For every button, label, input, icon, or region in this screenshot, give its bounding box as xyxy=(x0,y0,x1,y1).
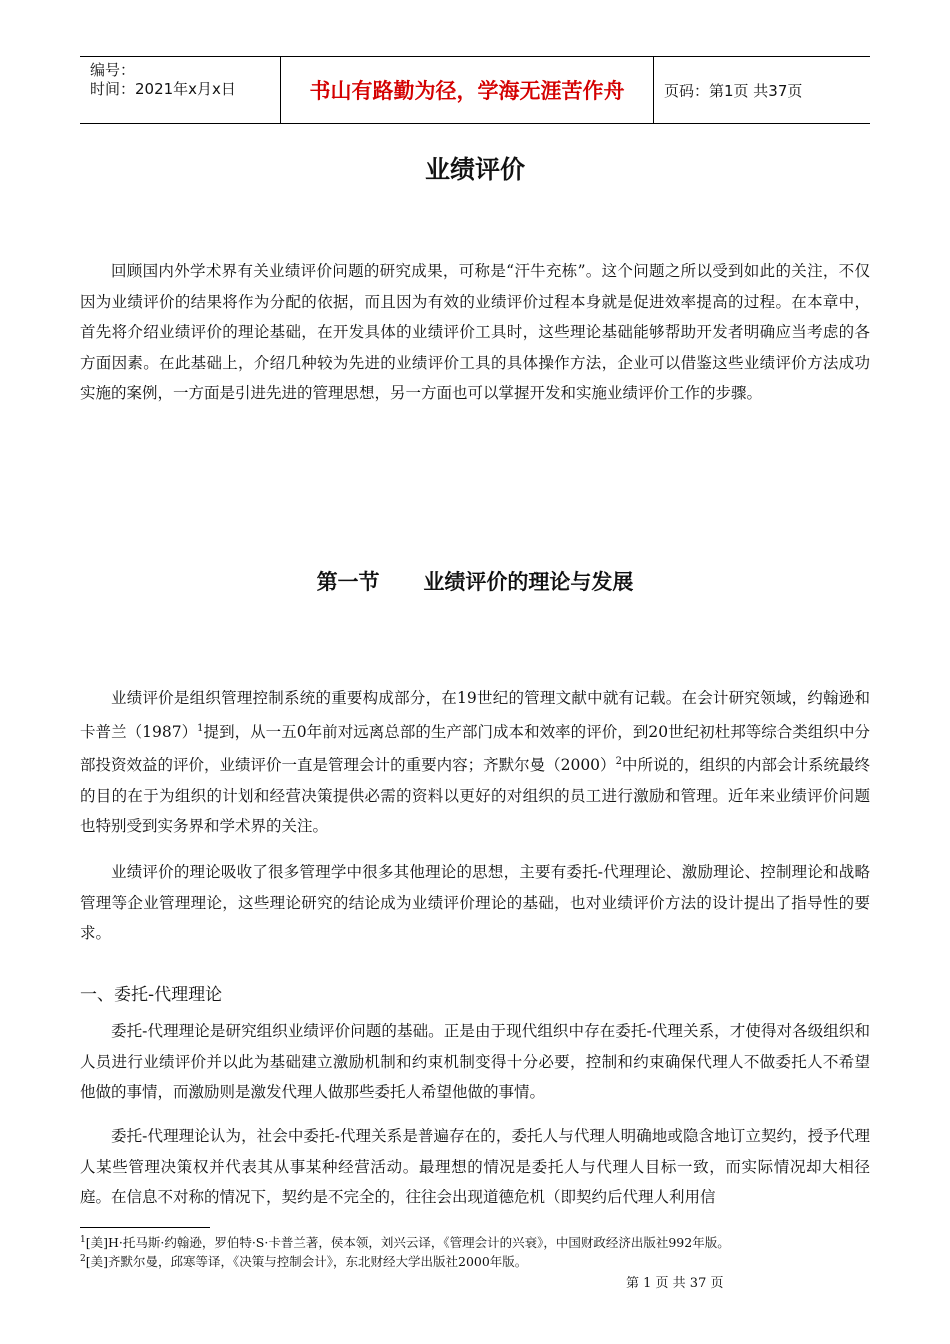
section-paragraph-1-part2: 提到，从一五0年前对远离总部的生产部门成本和效率的评价，到20世纪初杜邦等综合类组织中分部投资效益的评价，业绩评价一直是管理会计的重要内容；齐默尔曼（2000） xyxy=(80,722,870,775)
header-motto: 书山有路勤为径，学海无涯苦作舟 xyxy=(280,57,654,123)
footnote-2: $^2$[美]齐默尔曼，邱寒等译，《决策与控制会计》，东北财经大学出版社2000年版。 xyxy=(80,1254,528,1270)
section-paragraph-1-part1: 业绩评价是组织管理控制系统的重要构成部分，在19世纪的管理文献中就有记载。在会计研究领域，约翰逊和卡普兰（1987） xyxy=(80,689,870,741)
subsection-paragraph-1: 委托-代理理论是研究组织业绩评价问题的基础。正是由于现代组织中存在委托-代理关系，才使得对各级组织和人员进行业绩评价并以此为基础建立激励机制和约束机制变得十分必要，控制和约束确保代理人不做委托人不希望他做的事情，而激励则是激发代理人做那些委托人希望他做的事情。 xyxy=(80,1022,870,1101)
section-paragraph-2: 业绩评价的理论吸收了很多管理学中很多其他理论的思想，主要有委托-代理理论、激励理论、控制理论和战略管理等企业管理理论，这些理论研究的结论成为业绩评价理论的基础，也对业绩评价方法的设计提出了指导性的要求。 xyxy=(80,863,870,942)
section-paragraph-1 xyxy=(80,683,870,842)
header-page-info: 页码：第1页 共37页 xyxy=(664,81,803,100)
footnote-1: $^1$[美]H·托马斯·约翰逊，罗伯特·S·卡普兰著，侯本领，刘兴云译，《管理会计的兴衰》，中国财政经济出版社992年版。 xyxy=(80,1235,730,1251)
section-title: 第一节 业绩评价的理论与发展 xyxy=(316,570,634,594)
page-header xyxy=(80,56,870,124)
footnote-divider xyxy=(80,1227,210,1228)
page-footer: 第 1 页 共 37 页 xyxy=(626,1276,724,1291)
header-meta xyxy=(80,57,280,123)
footnotes xyxy=(80,1232,880,1270)
document-number-label: 编号： xyxy=(90,61,136,79)
subsection-title: 一、委托-代理理论 xyxy=(80,985,223,1005)
footnote-ref-1[interactable]: 1 xyxy=(197,722,204,734)
document-date-label: 时间：2021年x月x日 xyxy=(90,80,236,98)
intro-paragraph: 回顾国内外学术界有关业绩评价问题的研究成果，可称是“汗牛充栋”。这个问题之所以受到如此的关注，不仅因为业绩评价的结果将作为分配的依据，而且因为有效的业绩评价过程本身就是促进效率提高的过程。在本章中，首先将介绍业绩评价的理论基础，在开发具体的业绩评价工具时，这些理论基础能够帮助开发者明确应当考虑的各方面因素。在此基础上，介绍几种较为先进的业绩评价工具的具体操作方法，企业可以借鉴这些业绩评价方法成功实施的案例，一方面是引进先进的管理思想，另一方面也可以掌握开发和实施业绩评价工作的步骤。 xyxy=(80,262,870,402)
document-title: 业绩评价 xyxy=(424,155,525,184)
subsection-paragraph-2: 委托-代理理论认为，社会中委托-代理关系是普遍存在的，委托人与代理人明确地或隐含地订立契约，授予代理人某些管理决策权并代表其从事某种经营活动。最理想的情况是委托人与代理人目标一致，而实际情况却大相径庭。在信息不对称的情况下，契约是不完全的，往往会出现道德危机（即契约后代理人利用信 xyxy=(80,1127,870,1206)
footnote-ref-2[interactable]: 2 xyxy=(615,756,622,768)
section-paragraph-1-part3: 中所说的，组织的内部会计系统最终的目的在于为组织的计划和经营决策提供必需的资料以更好的对组织的员工进行激励和管理。近年来业绩评价问题也特别受到实务界和学术界的关注。 xyxy=(80,756,870,836)
